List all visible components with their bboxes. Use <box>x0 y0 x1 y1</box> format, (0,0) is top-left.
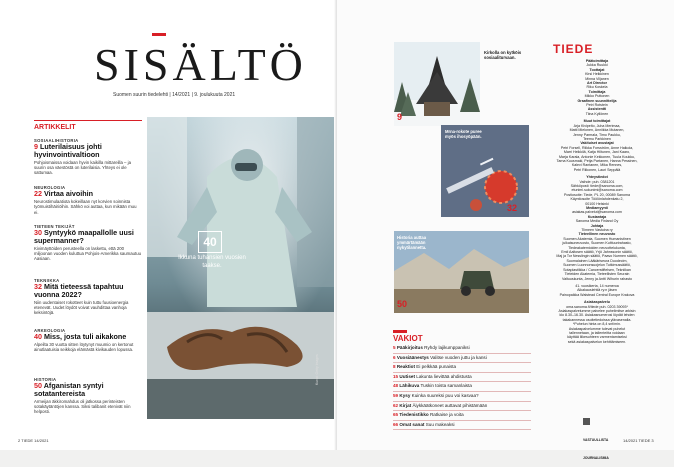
vakiot-description: Ratkaise ja voita <box>429 412 464 418</box>
vakiot-description: Valitse vuoden juttu ja kansi <box>430 354 487 360</box>
vakiot-title: Lähikuva <box>399 383 420 389</box>
vakiot-page-number: 62 <box>393 402 399 408</box>
right-page-footer: 14/2021 TIEDE 3 <box>623 438 654 443</box>
photo-number-box: 40 <box>198 231 222 253</box>
entry-kicker: HISTORIA <box>34 377 57 382</box>
entry-description: Alpeilta 30 vuotta sitten löytynyt muumio on kertonut ainutlaatuisia seikkoja elämästä kivikauden lopussa. <box>34 341 134 353</box>
section-divider <box>34 120 142 121</box>
masthead-line: käyttää liikesuhteen varmentamiseksi <box>567 335 627 340</box>
vakiot-page-number: 6 <box>393 354 396 360</box>
thumb-caption-vaccine: Mrna-rokote puree myös ihosyöpään. <box>445 129 482 139</box>
vakiot-page-number: 65 <box>393 412 399 418</box>
masthead-line: etunimi.sukunimi@sanoma.com <box>571 188 623 193</box>
vakiot-title: Pääkirjoitus <box>396 345 423 350</box>
vakiot-description: Tuskin toista samanlaista <box>420 383 472 389</box>
vakiot-page-number: 15 <box>393 373 399 379</box>
entry-kicker: TIETEEN TEKIJÄT <box>34 224 75 229</box>
thumb-caption-church: Kirkolla on kytköis sosiaaliturvaan. <box>484 50 522 60</box>
vakiot-description: Lakunta lievittää ahdistusta <box>416 373 472 379</box>
vakiot-divider <box>393 353 531 354</box>
vakiot-title: Tiedenistikko <box>399 412 429 418</box>
masthead-line: Riku Koskela <box>586 85 608 90</box>
entry-kicker: SOSIAALIHISTORIA <box>34 138 79 143</box>
page-title: SISÄLTÖ <box>94 39 307 90</box>
entry-kicker: ARKEOLOGIA <box>34 328 66 333</box>
masthead-heading: Art Director <box>587 81 607 86</box>
entry-description: Armeijan äkkiromahdus oli jatkossa perinteisten sotakäytäntöjen kanssa. Siksi talibanit etenivät niin helposti. <box>34 398 131 415</box>
thumb-caption-afghanistan: Historia auttaa ymmärtämään nykytilannetta. <box>397 235 427 250</box>
masthead-line: Emil Aaltosen säätiö, Yrjö Jahnssonin säätiö, <box>561 250 633 255</box>
masthead-line: *Puhelun hinta on 8,4 snt/min. <box>573 322 621 327</box>
vakiot-item[interactable] <box>393 403 533 409</box>
masthead-line: Jenny Parmala, Timo Paukku, <box>573 132 621 137</box>
masthead-line: oma.sanoma.fi/tiede puh. 0203 39093* <box>566 304 628 309</box>
thumb-page-number: 9 <box>397 112 403 122</box>
masthead-line: asiakas.palvelut@sanoma.com <box>572 210 622 215</box>
vakiot-item[interactable] <box>393 422 533 428</box>
vakiot-item[interactable] <box>393 383 533 389</box>
thumb-afghanistan[interactable] <box>394 231 529 313</box>
masthead-heading: Toottajat <box>589 67 605 72</box>
toc-entry[interactable] <box>34 377 142 415</box>
entry-kicker: TEKNIIKKA <box>34 278 60 283</box>
masthead-line: Petri Riikonen, Lauri Seppälä <box>573 167 621 172</box>
masthead-line: Minna Viljanen <box>585 76 609 81</box>
masthead-heading: Vakituiset avustajat <box>580 141 614 146</box>
entry-title: Syntyykö maapallolle uusi supermanner? <box>34 228 134 245</box>
vakiot-title: Kirjat <box>399 402 412 408</box>
vakiot-divider <box>393 391 531 392</box>
vakiot-divider <box>393 429 531 430</box>
masthead-line: Maj ja Tor Nesslingin säätiö, Paavo Nurmen säätiö, <box>556 254 638 259</box>
masthead-line: julkaisuneuvosto, Suomen Kulttuurirahasto, <box>562 241 632 246</box>
vakiot-item[interactable] <box>393 393 533 399</box>
vakiot-divider <box>393 401 531 402</box>
masthead-line: Suomen Akatemia, Suomen Humanistinen <box>563 236 631 241</box>
entry-page-number: 22 <box>34 189 42 198</box>
masthead-line: Sotaplastiikka / Cancerstiftelsen, Tekniikan <box>563 267 631 272</box>
vakiot-divider <box>393 362 531 363</box>
vakiot-item[interactable] <box>393 355 533 361</box>
entry-description: Neurostimulaatiota kokeillaan nyt korvien soinnista työmuistihäiriöihin. Sähkö voi auttaa, kun mikään muu ei. <box>34 198 137 215</box>
masthead-line: Kalevi Rantanen, Mika Rennes, <box>571 163 623 168</box>
logo-mark <box>583 418 590 425</box>
entry-description: Kivimäyttöiden perusteella on laskettu, että 200 miljoonan vuoden kuluttua Pohjois-Amerikka saumautuu Aasiaan. <box>34 245 142 262</box>
vakiot-title: Kysy <box>399 393 411 398</box>
vakiot-divider <box>393 372 531 373</box>
vakiot-divider <box>393 381 531 382</box>
masthead-line: Tiedeakatemioiden neuvottelukunta, <box>568 245 626 250</box>
vakiot-divider <box>393 410 531 411</box>
toc-entry[interactable] <box>34 328 142 353</box>
vakiot-accent-bar <box>393 330 407 333</box>
entry-description: Pohjoismaissa voidaan hyvin kaikilla mittareilla – ja suurin osa väestöstä on luterilaisia. Yhteys ei ole sattumaa. <box>34 159 131 176</box>
church-illustration <box>394 42 480 126</box>
entry-description: Niin uudentaiset rokotteet kuin tuttu fuusioenergia etenevät. Uudet löydöt voivat vauhdittaa vanhoja keksintöjä. <box>34 299 129 316</box>
masthead-line: Postiosoite: Tiede, PL 20, 00089 Sanoma <box>564 192 630 197</box>
masthead-line: Sanoma Media Finland Oy <box>575 219 619 224</box>
toc-entry[interactable] <box>34 224 142 262</box>
masthead-brand: TIEDE <box>553 42 594 56</box>
masthead-line: Petri Rotstein <box>586 103 608 108</box>
masthead-line: Vaihde: puh. 0381201 <box>579 179 615 184</box>
entry-page-number: 40 <box>34 332 42 341</box>
masthead-line: Petri Forsell, Riikka Forsström, Anne Haikola, <box>560 145 634 150</box>
masthead-heading: Graafinen suunnittelija <box>577 98 617 103</box>
entry-page-number: 9 <box>34 142 38 151</box>
masthead-line: Valtuuskunta, Jenny ja Antti Wihurin rahasto <box>561 276 633 281</box>
responsible-journalism-logo <box>583 413 619 467</box>
masthead-line: 00100 Helsinki <box>585 201 609 206</box>
masthead-heading: Kustantaja <box>587 214 607 219</box>
masthead-line: Matti Mielonen, Anniikka Mutanen, <box>569 128 625 133</box>
masthead-line: Arja Kivipelto, Juha Merimaa, <box>573 123 621 128</box>
toc-entry[interactable] <box>34 138 142 176</box>
vakiot-item[interactable] <box>393 345 533 351</box>
vakiot-page-number: 8 <box>393 364 396 370</box>
vakiot-description: Ryhdy lajikumppaniksi <box>424 345 470 350</box>
vakiot-page-number: 48 <box>393 383 399 389</box>
masthead-credits <box>546 59 648 344</box>
vakiot-description: Ei pelkkää punaista <box>416 364 457 370</box>
thumb-page-number: 32 <box>507 203 518 213</box>
toc-entry[interactable] <box>34 185 142 215</box>
toc-entry[interactable] <box>34 278 142 316</box>
vakiot-page-number: 66 <box>393 421 399 427</box>
page-subtitle: Suomen suurin tiedelehti | 14/2021 | 9. joulukuuta 2021 <box>113 92 236 98</box>
left-page <box>0 0 337 450</box>
masthead-line: Jukka Ruukki <box>586 63 608 68</box>
masthead-line: Suomen Luonnonsuojelun Tutkimussäätiö, <box>563 263 631 268</box>
masthead-heading: Muut toimittajat <box>583 119 611 124</box>
vakiot-item[interactable] <box>393 364 533 370</box>
masthead-heading: Tieteellinen neuvosto <box>578 232 616 237</box>
masthead-line: Teemu Parkkinen <box>583 136 611 141</box>
entry-page-number: 32 <box>34 282 42 291</box>
vakiot-item[interactable] <box>393 412 533 418</box>
masthead-heading: Päätoimittaja <box>585 59 609 63</box>
masthead-line: Mikko Puttonen <box>584 94 610 99</box>
section-label-vakiot: VAKIOT <box>393 334 423 343</box>
vakiot-description: Suu makeaksi <box>425 421 455 427</box>
masthead-heading: Toimittaja <box>588 89 606 94</box>
masthead-line: klo 8.30–16.30. Asiakasnumerosi löydät lehden <box>559 313 635 318</box>
thumb-vaccine[interactable] <box>441 125 529 217</box>
masthead-heading: Asiakaspalvelu <box>584 300 610 305</box>
photo-caption: Ikkuna tuhansien vuosien taakse. <box>178 255 246 269</box>
masthead-line: Sähköposti: tiede@sanoma.com, <box>570 183 624 188</box>
masthead-heading: Yhteystiedot <box>586 175 608 180</box>
entry-title: Luterilaisuus johti hyvinvointivaltioon <box>34 142 102 159</box>
title-accent-bar <box>152 33 166 36</box>
entry-page-number: 50 <box>34 381 42 390</box>
vakiot-description: Äiykkäätkoneet auttavat pihistämään <box>412 402 488 408</box>
masthead-line: Marja Karala, Antonie Kekkonen, Tuula Koukku, <box>558 154 636 159</box>
masthead-line: 41. vuosikerta, 14 numeroa <box>575 283 619 288</box>
thumb-church[interactable] <box>394 42 480 126</box>
entry-title: Mitä tieteessä tapahtuu vuonna 2022? <box>34 282 124 299</box>
masthead-line: Marri Heikkilä, Katja Hiltunen, Jani Kaaro, <box>563 150 631 155</box>
masthead-line: Asiakaspalvelumme palvelee puhelimitse arkisin <box>558 308 636 313</box>
section-label-artikkelit: ARTIKKELIT <box>34 124 76 131</box>
masthead-line: Tieteiden Akatemia, Tieteellisten Seurain <box>564 272 630 277</box>
masthead-line: Tiimeen Vastuina ry <box>581 228 613 233</box>
feature-photo-mummy-lab[interactable] <box>147 117 334 419</box>
vakiot-item[interactable] <box>393 374 533 380</box>
masthead-heading: Mediamyynti <box>586 206 608 210</box>
left-page-footer: 2 TIEDE 14/2021 <box>18 438 49 443</box>
right-page <box>337 0 674 460</box>
masthead-heading: Assistentti <box>587 107 607 112</box>
logo-text: VASTUULLISTA JOURNALISMIA <box>583 437 609 460</box>
masthead-line: tallennetaan, ja tallenteitta voidaan <box>569 330 625 335</box>
masthead-line: Käyntiosoite Töölönlahdenkatu 2, <box>570 197 624 202</box>
vakiot-title: Reaktiot <box>396 364 415 370</box>
vakiot-title: Vuosiäänestys <box>396 354 429 360</box>
masthead-line: Aikakauslehtiä ry:n jäsen <box>577 288 617 293</box>
vakiot-description: Kuinka suureksi puu voi kasvaa? <box>411 393 479 398</box>
vakiot-page-number: 59 <box>393 393 399 398</box>
vakiot-page-number: 5 <box>393 345 396 350</box>
masthead-line: Asiakaspalvelumme tulevat puhelut <box>568 326 626 331</box>
masthead-line: sekä asiakaspalvelun kehittämiseen. <box>567 339 627 344</box>
masthead-line: Painopaikka Walstead Central Europe Krakova <box>559 292 635 297</box>
masthead-heading: Johtaja <box>590 223 604 228</box>
entry-kicker: NEUROLOGIA <box>34 185 66 190</box>
masthead-line: Kirsi Heikkinen <box>585 72 609 77</box>
masthead-line: Tiina Kyllönen <box>585 111 609 116</box>
vakiot-divider <box>393 420 531 421</box>
vakiot-title: Uutiset <box>399 373 415 379</box>
photo-credit: Kuvat: Getty Images <box>315 354 319 385</box>
thumb-page-number: 50 <box>397 299 408 309</box>
entry-title: Afganistan syntyi sotatantereista <box>34 381 104 398</box>
masthead-line: Tarna Kuusmaki, Petja Partanen, Hanna Pessinen, <box>556 158 638 163</box>
entry-page-number: 30 <box>34 228 42 237</box>
masthead-line: takakannessa osoitetiedoissa ylävasenalla. <box>562 317 632 322</box>
entry-title: Miss, josta tuli aikakone <box>44 332 127 341</box>
vakiot-title: Omat sanat <box>399 421 425 427</box>
entry-title: Virtaa aivoihin <box>44 189 93 198</box>
masthead-line: Suomalainen Lääkäriseura Duodecim, <box>566 258 628 263</box>
